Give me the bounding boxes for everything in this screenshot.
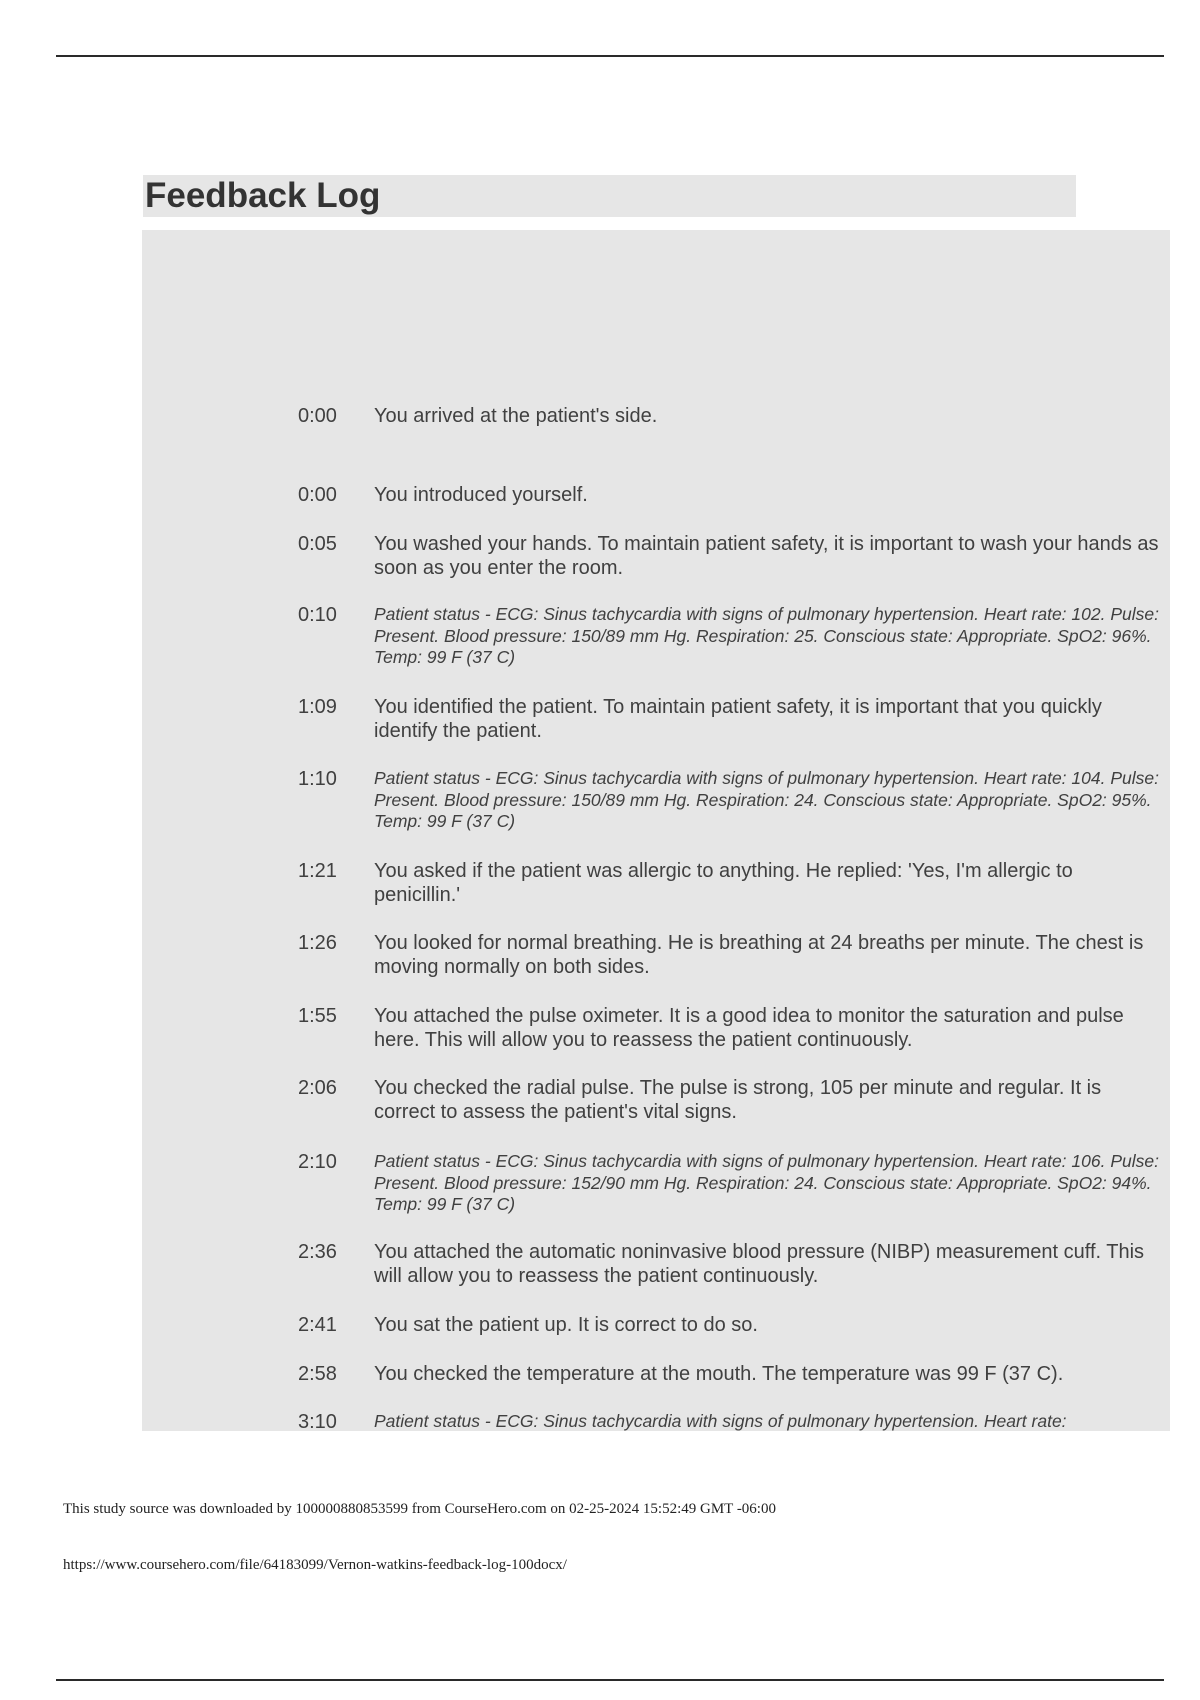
log-entry-time: 3:10 [298,1411,337,1431]
page-title: Feedback Log [145,176,381,215]
log-entry-time: 0:00 [298,484,337,506]
log-entry-text: Patient status - ECG: Sinus tachycardia with signs of pulmonary hypertension. Heart rate: [374,1411,1067,1431]
source-url[interactable]: https://www.coursehero.com/file/64183099/Vernon-watkins-feedback-log-100docx/ [63,1557,567,1573]
log-entry-text: You looked for normal breathing. He is breathing at 24 breaths per minute. The chest is moving normally on both sides. [374,932,1144,978]
log-entry-time: 2:36 [298,1241,337,1263]
log-entry-time: 0:10 [298,604,337,626]
log-entry-text: You arrived at the patient's side. [374,405,658,427]
log-entry-time: 2:41 [298,1314,337,1336]
log-entry-time: 0:00 [298,405,337,427]
log-entry-text: You attached the pulse oximeter. It is a good idea to monitor the saturation and pulse here. This will allow you to reassess the patient continuously. [374,1005,1124,1051]
log-entry-time: 2:06 [298,1077,337,1099]
log-entry-text: You introduced yourself. [374,484,588,506]
log-entry-time: 2:10 [298,1151,337,1173]
log-entry-time: 1:21 [298,860,337,882]
log-entry-text: You asked if the patient was allergic to anything. He replied: 'Yes, I'm allergic to penicillin.' [374,860,1073,906]
log-entry-text: You identified the patient. To maintain patient safety, it is important that you quickly identify the patient. [374,696,1102,742]
title-bar [143,175,1076,217]
log-entry-text: Patient status - ECG: Sinus tachycardia with signs of pulmonary hypertension. Heart rate: 102. Pulse: Present. Blood pressure: 150/89 mm Hg. Respiration: 25. Conscious state: Appropriate. SpO2: 96%. Temp: 99 F (37 C) [374,604,1159,667]
log-entry-text: You checked the temperature at the mouth. The temperature was 99 F (37 C). [374,1363,1064,1385]
log-entry-text: Patient status - ECG: Sinus tachycardia with signs of pulmonary hypertension. Heart rate: 106. Pulse: Present. Blood pressure: 152/90 mm Hg. Respiration: 24. Conscious state: Appropriate. SpO2: 94%. Temp: 99 F (37 C) [374,1151,1159,1214]
log-entry-time: 1:55 [298,1005,337,1027]
log-entry-text: You sat the patient up. It is correct to do so. [374,1314,758,1336]
log-entry-text: You checked the radial pulse. The pulse is strong, 105 per minute and regular. It is correct to assess the patient's vital signs. [374,1077,1102,1123]
log-entry-text: Patient status - ECG: Sinus tachycardia with signs of pulmonary hypertension. Heart rate: 104. Pulse: Present. Blood pressure: 150/89 mm Hg. Respiration: 24. Conscious state: Appropriate. SpO2: 95%. Temp: 99 F (37 C) [374,768,1159,831]
download-note: This study source was downloaded by 100000880853599 from CourseHero.com on 02-25-2024 15:52:49 GMT -06:00 [63,1501,776,1517]
log-entry-text: You attached the automatic noninvasive blood pressure (NIBP) measurement cuff. This will allow you to reassess the patient continuously. [374,1241,1145,1287]
feedback-log-panel [142,230,1170,1431]
log-entry-time: 0:05 [298,533,337,555]
bottom-rule [56,1679,1164,1681]
log-entry-text: You washed your hands. To maintain patient safety, it is important to wash your hands as soon as you enter the room. [374,533,1159,579]
log-entry-time: 1:09 [298,696,337,718]
log-entry-time: 1:26 [298,932,337,954]
log-entry-time: 2:58 [298,1363,337,1385]
top-rule [56,55,1164,57]
log-entry-time: 1:10 [298,768,337,790]
